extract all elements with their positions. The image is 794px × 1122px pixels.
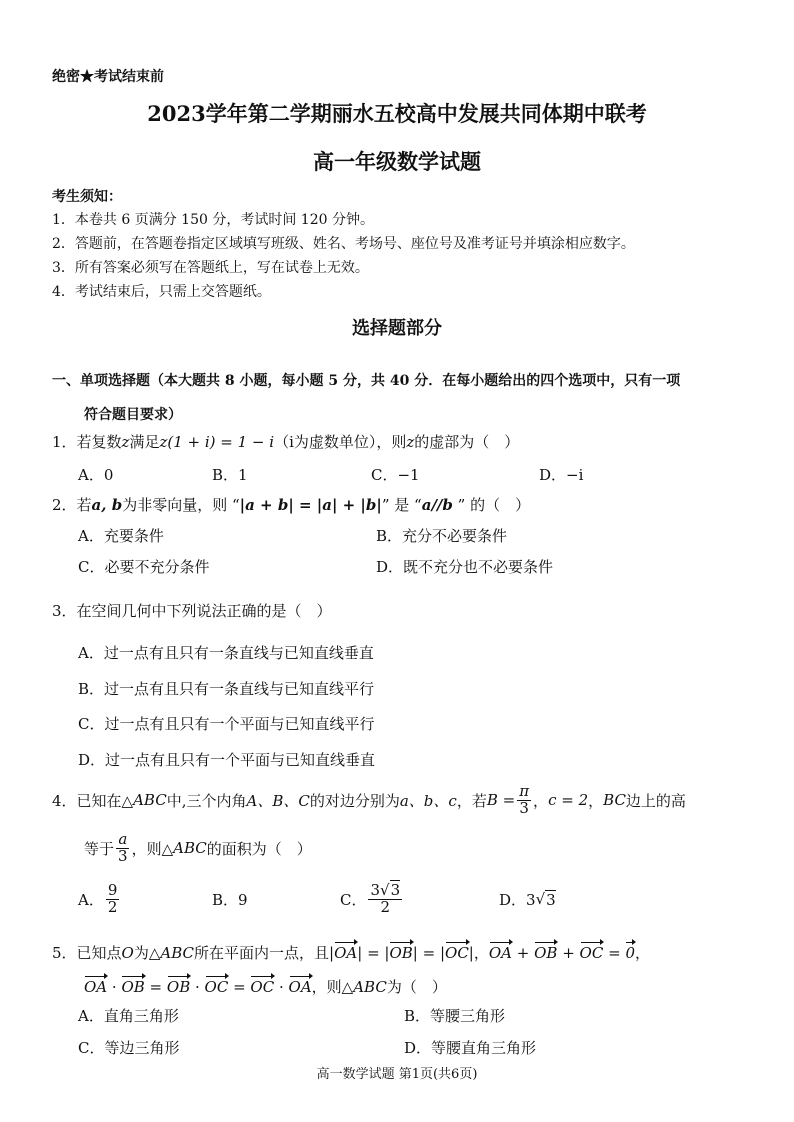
q2-option-a: A．充要条件 <box>78 527 164 545</box>
notice-item: 1．本卷共 6 页满分 150 分，考试时间 120 分钟。 <box>52 212 374 228</box>
question-5-stem: 5．已知点O为△ABC所在平面内一点，且|OA| = |OB| = |OC|，OA + OB + OC = 0， <box>52 944 650 962</box>
q5-option-d: D．等腰直角三角形 <box>404 1039 537 1057</box>
question-4-stem: 4．已知在△ ABC 中,三个内角 A、B、C 的对边分别为 a、b、c ，若 B = $\frac{\pi}{3}$ ， c = 2 ， BC 边上的高 <box>52 781 686 817</box>
q4-option-a: A． $\frac{9}{2}$ <box>78 880 118 916</box>
q1-option-c: C．−1 <box>371 466 420 484</box>
part-heading: 一、单项选择题（本大题共 8 小题，每小题 5 分，共 40 分．在每小题给出的四个选项中，只有一项 <box>52 373 681 389</box>
exam-subtitle: 高一年级数学试题 <box>313 149 481 174</box>
q4-option-d: D．3 √ 3 <box>499 890 556 909</box>
q1-option-a: A．0 <box>78 466 114 484</box>
question-5-stem-cont: OA · OB = OB · OC = OC · OA，则△ABC为（ ） <box>84 978 447 996</box>
notice-item: 4．考试结束后，只需上交答题纸。 <box>52 284 271 300</box>
q3-option-b: B．过一点有且只有一条直线与已知直线平行 <box>78 680 375 698</box>
q2-option-d: D．既不充分也不必要条件 <box>376 558 554 576</box>
q3-option-c: C．过一点有且只有一个平面与已知直线平行 <box>78 715 375 733</box>
exam-title: 2023学年第二学期丽水五校高中发展共同体期中联考 <box>147 101 647 126</box>
notice-title: 考生须知： <box>52 189 122 205</box>
question-1-stem: 1．若复数z满足z(1 + i) = 1 − i（i为虚数单位），则z的虚部为（ ） <box>52 433 520 451</box>
q5-option-a: A．直角三角形 <box>78 1007 179 1025</box>
q4-option-b: B．9 <box>212 890 248 909</box>
q1-option-b: B．1 <box>212 466 248 484</box>
q2-option-c: C．必要不充分条件 <box>78 558 210 576</box>
q5-option-b: B．等腰三角形 <box>404 1007 506 1025</box>
q3-option-a: A．过一点有且只有一条直线与已知直线垂直 <box>78 644 374 662</box>
question-4-stem-cont: 等于 $\frac{a}{3}$ ，则△ ABC 的面积为（ ） <box>84 829 312 865</box>
question-3-stem: 3．在空间几何中下列说法正确的是（ ） <box>52 602 332 620</box>
q3-option-d: D．过一点有且只有一个平面与已知直线垂直 <box>78 751 376 769</box>
part-heading-cont: 符合题目要求） <box>84 407 182 423</box>
secret-label: 绝密★考试结束前 <box>52 69 164 85</box>
q4-option-c: C． $\frac{3√3}{2}$ <box>340 880 401 916</box>
notice-item: 3．所有答案必须写在答题纸上，写在试卷上无效。 <box>52 260 369 276</box>
a-over-3: $\frac{a}{3}$ <box>118 829 128 865</box>
page-footer: 高一数学试题 第1页(共6页) <box>316 1067 478 1082</box>
q1-option-d: D．−i <box>539 466 584 484</box>
section-title: 选择题部分 <box>352 318 442 339</box>
q2-option-b: B．充分不必要条件 <box>376 527 508 545</box>
pi-over-3: $\frac{\pi}{3}$ <box>519 781 530 817</box>
q5-option-c: C．等边三角形 <box>78 1039 180 1057</box>
question-2-stem: 2．若a, b为非零向量，则 “|a + b| = |a| + |b|” 是 “a//b ” 的（ ） <box>52 496 531 514</box>
notice-item: 2．答题前，在答题卷指定区域填写班级、姓名、考场号、座位号及准考证号并填涂相应数字。 <box>52 236 635 252</box>
